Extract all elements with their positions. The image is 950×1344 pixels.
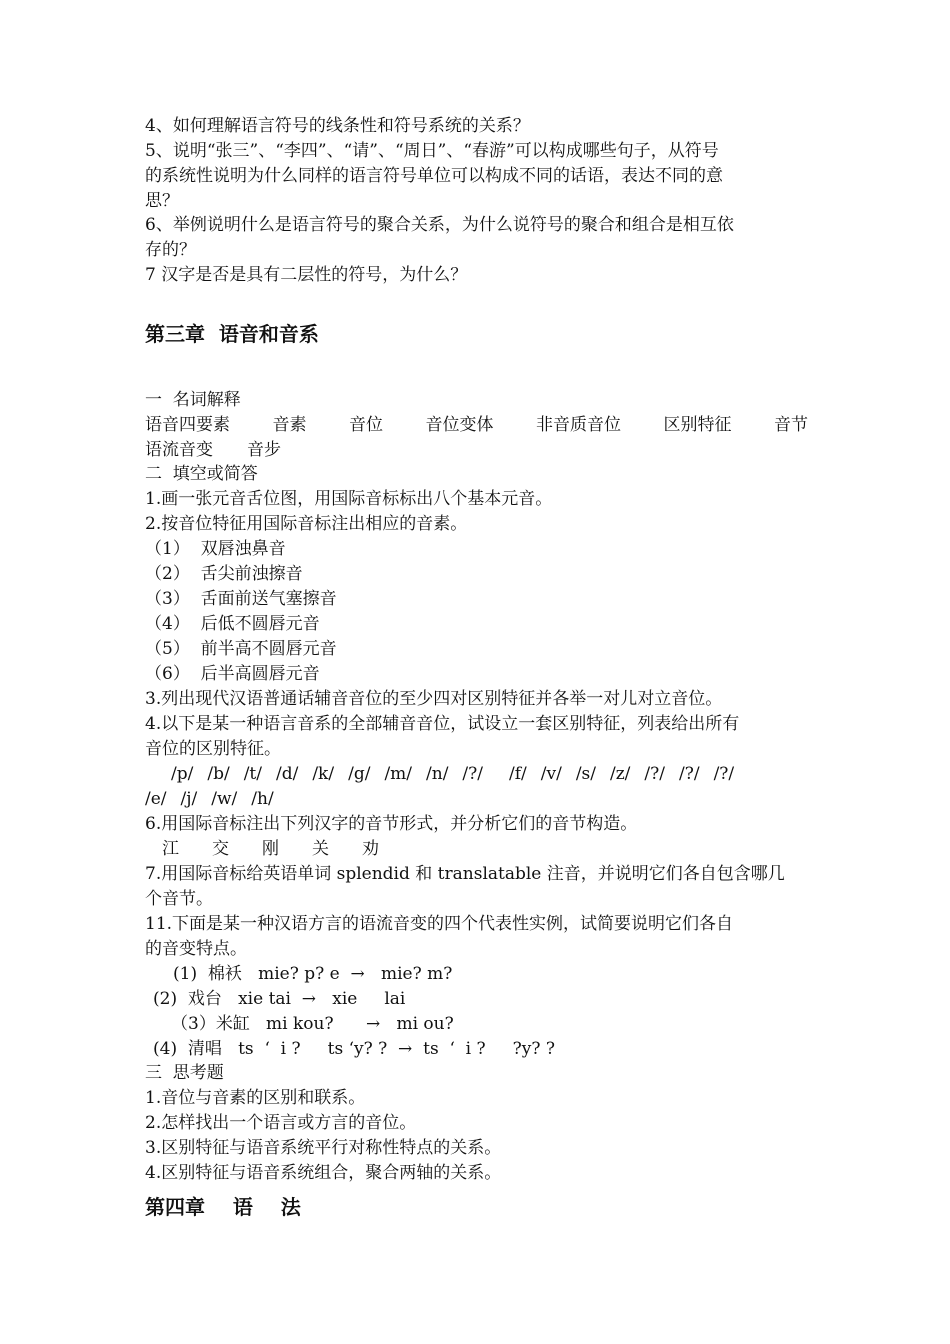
term: 音位 [349, 415, 383, 435]
question-2-item: （1） 双唇浊鼻音 [145, 539, 286, 559]
phoneme: /?/ [462, 764, 483, 784]
phoneme: /w/ [211, 789, 238, 809]
think-question: 3.区别特征与语音系统平行对称性特点的关系。 [145, 1138, 502, 1158]
phoneme: /?/ [644, 764, 665, 784]
chars-row [162, 837, 825, 862]
question-6-line1: 6、举例说明什么是语言符号的聚合关系，为什么说符号的聚合和组合是相互依 [145, 215, 734, 235]
section-1-heading: 一 名词解释 [145, 390, 241, 410]
think-question: 1.音位与音素的区别和联系。 [145, 1088, 366, 1108]
term: 音素 [272, 415, 307, 435]
term: 语音四要素 [145, 415, 230, 435]
chapter-4-title: 第四章 语 法 [145, 1195, 301, 1219]
term: 语流音变 [145, 440, 213, 460]
han-char: 劝 [362, 839, 379, 859]
phoneme: /v/ [540, 764, 562, 784]
example-3: （3）米缸 mi kou? → mi ou? [171, 1014, 454, 1034]
phoneme: /f/ [509, 764, 527, 784]
term: 区别特征 [663, 415, 732, 435]
question-4-line1: 4.以下是某一种语言音系的全部辅音音位，试设立一套区别特征，列表给出所有 [145, 714, 740, 734]
question-5-line1: 5、说明“张三”、“李四”、“请”、“周日”、“春游”可以构成哪些句子，从符号 [145, 141, 719, 161]
phoneme: /?/ [679, 764, 700, 784]
section-2-heading: 二 填空或简答 [145, 464, 258, 484]
phoneme: /p/ [171, 764, 194, 784]
terms-row-2 [145, 438, 808, 463]
think-question: 4.区别特征与语音系统组合，聚合两轴的关系。 [145, 1163, 502, 1183]
phoneme: /s/ [575, 764, 596, 784]
question-3: 3.列出现代汉语普通话辅音音位的至少四对区别特征并各举一对儿对立音位。 [145, 689, 723, 709]
example-1: (1) 棉袄 mie? p? e → mie? m? [173, 964, 453, 984]
question-2-item: （4） 后低不圆唇元音 [145, 614, 320, 634]
phoneme: /j/ [180, 789, 198, 809]
question-4: 4、如何理解语言符号的线条性和符号系统的关系？ [145, 116, 530, 136]
question-4-line2: 音位的区别特征。 [145, 739, 281, 759]
phoneme: /t/ [243, 764, 262, 784]
phoneme-row-2 [145, 787, 808, 812]
think-question: 2.怎样找出一个语言或方言的音位。 [145, 1113, 417, 1133]
phoneme: /h/ [251, 789, 274, 809]
question-7: 7 汉字是否是具有二层性的符号，为什么？ [145, 265, 468, 285]
han-char: 江 [162, 839, 179, 859]
han-char: 关 [312, 839, 329, 859]
question-11-line2: 的音变特点。 [145, 939, 247, 959]
phoneme: /n/ [426, 764, 449, 784]
han-char: 刚 [262, 839, 279, 859]
phoneme: /g/ [348, 764, 371, 784]
term: 音步 [247, 440, 281, 460]
phoneme: /d/ [275, 764, 299, 784]
term: 非音质音位 [536, 415, 621, 435]
question-11-line1: 11.下面是某一种汉语方言的语流音变的四个代表性实例，试简要说明它们各自 [145, 914, 734, 934]
question-7-line2: 个音节。 [145, 889, 213, 909]
example-2: (2) 戏台 xie tai → xie lai [153, 989, 406, 1009]
terms-row-1 [145, 413, 808, 438]
question-2-item: （2） 舌尖前浊擦音 [145, 564, 303, 584]
question-2-item: （3） 舌面前送气塞擦音 [145, 589, 337, 609]
phoneme: /z/ [610, 764, 631, 784]
question-6-line2: 存的？ [145, 240, 196, 260]
question-6: 6.用国际音标注出下列汉字的音节形式，并分析它们的音节构造。 [145, 814, 638, 834]
question-2-item: （6） 后半高圆唇元音 [145, 664, 320, 684]
phoneme: /b/ [207, 764, 230, 784]
chapter-3-title: 第三章 语音和音系 [145, 322, 319, 346]
question-2-item: （5） 前半高不圆唇元音 [145, 639, 337, 659]
question-5-line2: 的系统性说明为什么同样的语言符号单位可以构成不同的话语，表达不同的意 [145, 166, 723, 186]
term: 音位变体 [425, 415, 494, 435]
phoneme-row-1 [171, 762, 811, 787]
phoneme: /?/ [713, 764, 735, 784]
han-char: 交 [212, 839, 229, 859]
phoneme: /m/ [384, 764, 413, 784]
section-3-heading: 三 思考题 [145, 1063, 224, 1083]
term: 音节 [774, 415, 808, 435]
question-7-line1: 7.用国际音标给英语单词 splendid 和 translatable 注音，并说明它们各自包含哪几 [145, 864, 785, 884]
question-1: 1.画一张元音舌位图，用国际音标标出八个基本元音。 [145, 489, 553, 509]
phoneme: /e/ [145, 789, 167, 809]
question-2: 2.按音位特征用国际音标注出相应的音素。 [145, 514, 468, 534]
phoneme: /k/ [312, 764, 335, 784]
question-5-line3: 思？ [145, 191, 179, 211]
example-4: (4) 清唱 ts ‘ i ? ts ‘y? ? → ts ‘ i ? ?y? ? [153, 1039, 556, 1059]
